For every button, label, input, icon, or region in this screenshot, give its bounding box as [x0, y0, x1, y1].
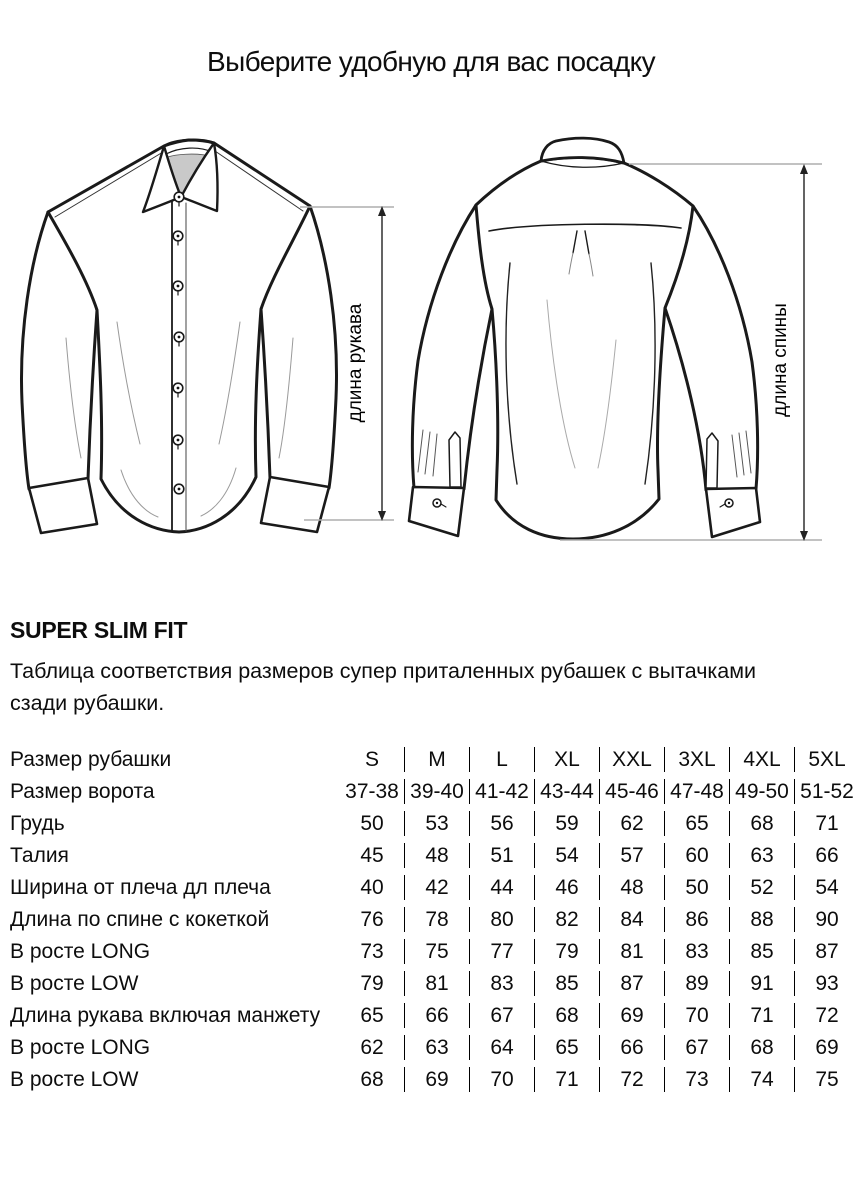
table-cell: 49-50 [729, 779, 794, 804]
table-cell: 81 [404, 971, 469, 996]
table-cell: 88 [729, 907, 794, 932]
table-cell: 4XL [729, 747, 794, 772]
table-cell: 85 [534, 971, 599, 996]
table-cell: 54 [534, 843, 599, 868]
table-cell: 74 [729, 1067, 794, 1092]
table-cell: 73 [664, 1067, 729, 1092]
size-table [10, 740, 859, 1099]
row-label: Грудь [10, 812, 65, 835]
table-cell: 71 [729, 1003, 794, 1028]
table-cell: 65 [664, 811, 729, 836]
table-cell: 54 [794, 875, 859, 900]
table-cell: 57 [599, 843, 664, 868]
table-cell: 48 [404, 843, 469, 868]
table-cell: 63 [404, 1035, 469, 1060]
table-cell: 67 [469, 1003, 534, 1028]
table-row [10, 907, 859, 932]
table-row [10, 971, 859, 996]
table-cell: 71 [794, 811, 859, 836]
row-label: В росте LOW [10, 972, 139, 995]
table-cell: 68 [534, 1003, 599, 1028]
table-cell: 83 [469, 971, 534, 996]
table-cell: 77 [469, 939, 534, 964]
table-row [10, 939, 859, 964]
shirt-back-drawing [409, 138, 760, 539]
table-cell: 84 [599, 907, 664, 932]
page-title: Выберите удобную для вас посадку [207, 46, 655, 77]
row-label: В росте LONG [10, 1036, 151, 1059]
table-cell: 66 [599, 1035, 664, 1060]
table-cell: 71 [534, 1067, 599, 1092]
table-cell: XL [534, 747, 599, 772]
row-label: В росте LOW [10, 1068, 139, 1091]
table-cell: 39-40 [404, 779, 469, 804]
table-cell: 69 [599, 1003, 664, 1028]
table-cell: 42 [404, 875, 469, 900]
row-label: Ширина от плеча дл плеча [10, 876, 271, 899]
fit-heading: SUPER SLIM FIT [10, 617, 188, 643]
table-cell: 67 [664, 1035, 729, 1060]
table-cell: 51 [469, 843, 534, 868]
table-cell: 50 [360, 812, 384, 835]
table-cell: 70 [664, 1003, 729, 1028]
table-cell: 60 [664, 843, 729, 868]
table-cell: 75 [404, 939, 469, 964]
fit-description [10, 655, 756, 719]
fit-description-line2: сзади рубашки. [10, 691, 165, 715]
sleeve-length-label: длина рукава [345, 303, 366, 423]
table-cell: 78 [404, 907, 469, 932]
table-cell: 45-46 [599, 779, 664, 804]
table-row [10, 843, 859, 868]
table-cell: 70 [469, 1067, 534, 1092]
table-cell: 68 [729, 1035, 794, 1060]
row-label: В росте LONG [10, 940, 151, 963]
row-label: Длина по спине с кокеткой [10, 908, 270, 931]
table-cell: 85 [729, 939, 794, 964]
row-label: Длина рукава включая манжету [10, 1004, 321, 1027]
table-cell: 68 [729, 811, 794, 836]
table-cell: 37-38 [345, 780, 399, 803]
table-cell: 72 [599, 1067, 664, 1092]
table-row [10, 1035, 859, 1060]
table-cell: 79 [534, 939, 599, 964]
table-cell: L [469, 747, 534, 772]
back-length-label: длина спины [770, 303, 791, 417]
table-cell: 66 [404, 1003, 469, 1028]
table-cell: 3XL [664, 747, 729, 772]
table-cell: 73 [360, 940, 384, 963]
table-cell: 91 [729, 971, 794, 996]
table-cell: 76 [360, 908, 384, 931]
table-cell: 86 [664, 907, 729, 932]
table-cell: 43-44 [534, 779, 599, 804]
table-cell: 46 [534, 875, 599, 900]
table-cell: 40 [360, 876, 384, 899]
table-cell: 56 [469, 811, 534, 836]
table-row [10, 747, 859, 772]
table-cell: 69 [794, 1035, 859, 1060]
table-cell: 79 [360, 972, 384, 995]
table-cell: 64 [469, 1035, 534, 1060]
row-label: Размер рубашки [10, 748, 172, 771]
table-row [10, 875, 859, 900]
table-cell: 83 [664, 939, 729, 964]
table-row [10, 1067, 859, 1092]
table-cell: 47-48 [664, 779, 729, 804]
row-label: Талия [10, 844, 69, 867]
table-cell: 62 [360, 1036, 384, 1059]
table-cell: 68 [360, 1068, 384, 1091]
table-cell: 69 [404, 1067, 469, 1092]
table-cell: 48 [599, 875, 664, 900]
table-cell: 72 [794, 1003, 859, 1028]
table-cell: 87 [599, 971, 664, 996]
table-cell: 63 [729, 843, 794, 868]
table-cell: 65 [360, 1004, 384, 1027]
table-cell: 44 [469, 875, 534, 900]
table-cell: 75 [794, 1067, 859, 1092]
table-cell: 89 [664, 971, 729, 996]
table-cell: 81 [599, 939, 664, 964]
table-cell: 82 [534, 907, 599, 932]
table-row [10, 811, 859, 836]
table-cell: 41-42 [469, 779, 534, 804]
table-cell: 5XL [794, 747, 859, 772]
table-row [10, 779, 859, 804]
table-cell: 65 [534, 1035, 599, 1060]
table-cell: 52 [729, 875, 794, 900]
table-cell: 80 [469, 907, 534, 932]
table-cell: 50 [664, 875, 729, 900]
table-cell: 62 [599, 811, 664, 836]
table-cell: XXL [599, 747, 664, 772]
shirt-front-drawing [22, 140, 337, 533]
table-cell: 45 [360, 844, 384, 867]
table-cell: M [404, 747, 469, 772]
table-cell: 93 [794, 971, 859, 996]
table-cell: 87 [794, 939, 859, 964]
table-cell: S [364, 748, 379, 771]
table-cell: 51-52 [794, 779, 859, 804]
table-row [10, 1003, 859, 1028]
table-cell: 66 [794, 843, 859, 868]
table-cell: 90 [794, 907, 859, 932]
row-label: Размер ворота [10, 780, 155, 803]
table-cell: 59 [534, 811, 599, 836]
table-cell: 53 [404, 811, 469, 836]
fit-description-line1: Таблица соответствия размеров супер приталенных рубашек с вытачками [10, 659, 757, 683]
size-table-body [10, 747, 859, 1092]
